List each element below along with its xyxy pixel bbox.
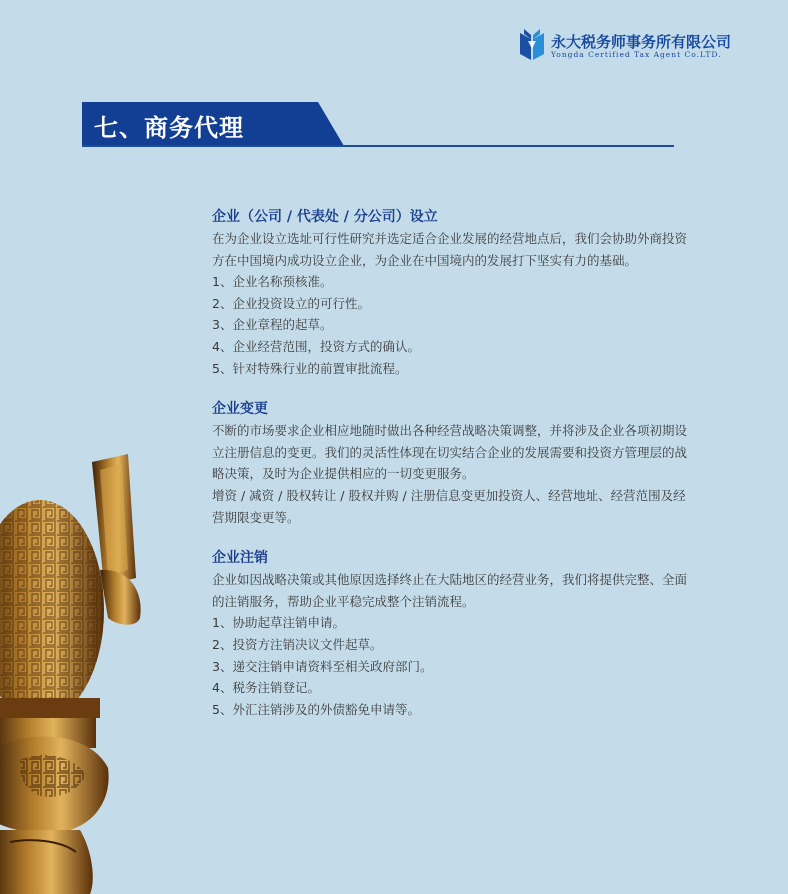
company-name-en: Yongda Certified Tax Agent Co.LTD. bbox=[551, 50, 722, 59]
block-paragraph: 不断的市场要求企业相应地随时做出各种经营战略决策调整，并将涉及企业各项初期设立注册信息的变更。我们的灵活性体现在切实结合企业的发展需要和投资方管理层的战略决策，及时为企业提供相应的一切变更服务。 bbox=[212, 423, 688, 482]
section-divider bbox=[82, 145, 674, 147]
list-item: 4、税务注销登记。 bbox=[212, 680, 320, 696]
block-paragraph: 企业如因战略决策或其他原因选择终止在大陆地区的经营业务，我们将提供完整、全面的注销服务，帮助企业平稳完成整个注销流程。 bbox=[212, 572, 688, 609]
book-logo-icon bbox=[518, 27, 546, 61]
section-title: 七、商务代理 bbox=[94, 114, 244, 142]
block-title: 企业变更 bbox=[212, 401, 268, 418]
block-establishment bbox=[212, 206, 692, 379]
list-item: 1、企业名称预核准。 bbox=[212, 274, 333, 290]
block-deregistration bbox=[212, 547, 692, 720]
block-change bbox=[212, 398, 692, 528]
content-area bbox=[212, 206, 692, 739]
list-item: 4、企业经营范围，投资方式的确认。 bbox=[212, 338, 420, 354]
list-item: 5、外汇注销涉及的外债豁免申请等。 bbox=[212, 701, 420, 717]
list-item: 3、企业章程的起草。 bbox=[212, 317, 333, 333]
bronze-vase-image bbox=[0, 450, 160, 894]
list-item: 1、协助起草注销申请。 bbox=[212, 615, 345, 631]
block-paragraph: 在为企业设立选址可行性研究并选定适合企业发展的经营地点后，我们会协助外商投资方在中国境内成功设立企业，为企业在中国境内的发展打下坚实有力的基础。 bbox=[212, 231, 688, 268]
company-name-cn: 永大税务师事务所有限公司 bbox=[551, 33, 732, 51]
list-item: 2、投资方注销决议文件起草。 bbox=[212, 636, 383, 652]
company-logo bbox=[518, 27, 738, 63]
list-item: 2、企业投资设立的可行性。 bbox=[212, 295, 370, 311]
block-paragraph: 增资 / 减资 / 股权转让 / 股权并购 / 注册信息变更加投资人、经营地址、经营范围及经营期限变更等。 bbox=[212, 487, 686, 525]
list-item: 3、递交注销申请资料至相关政府部门。 bbox=[212, 658, 433, 674]
block-title: 企业注销 bbox=[212, 550, 268, 567]
list-item: 5、针对特殊行业的前置审批流程。 bbox=[212, 360, 408, 376]
block-title: 企业（公司 / 代表处 / 分公司）设立 bbox=[212, 209, 438, 225]
